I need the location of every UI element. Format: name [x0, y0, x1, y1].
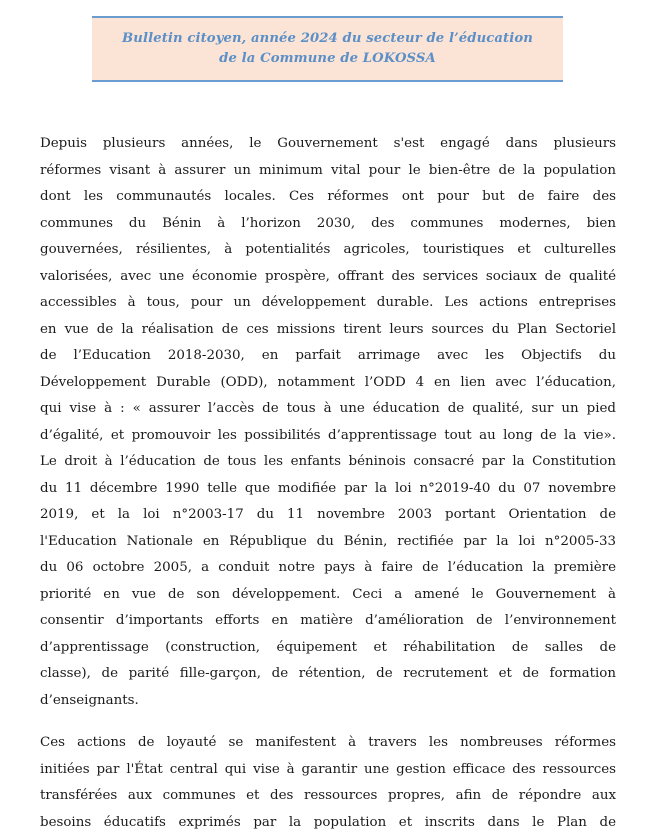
paragraph-line: d’enseignants. [40, 692, 139, 708]
paragraph-line: l'Education Nationale en République du Bénin, rectifiée par la loi n°2005-33 [40, 533, 616, 549]
paragraph-introduction [40, 131, 616, 714]
paragraph-line: initiées par l'État central qui vise à garantir une gestion efficace des ressources [40, 761, 616, 777]
paragraph-line: communes du Bénin à l’horizon 2030, des communes modernes, bien [40, 215, 616, 231]
bulletin-title-line-2: de la Commune de LOKOSSA [219, 51, 436, 66]
paragraph-line: Depuis plusieurs années, le Gouvernement s'est engagé dans plusieurs [40, 136, 616, 151]
paragraph-line: classe), de parité fille-garçon, de rétention, de recrutement et de formation [40, 666, 616, 681]
bulletin-title-box [92, 16, 563, 82]
paragraph-actions [40, 730, 616, 836]
paragraph-line: d’égalité, et promouvoir les possibilités d’apprentissage tout au long de la vie». [40, 427, 616, 443]
paragraph-line: priorité en vue de son développement. Ceci a amené le Gouvernement à [40, 586, 616, 602]
paragraph-line: en vue de la réalisation de ces missions tirent leurs sources du Plan Sectoriel [40, 321, 616, 337]
paragraph-line: gouvernées, résilientes, à potentialités agricoles, touristiques et culturelles [40, 242, 616, 257]
paragraph-line: besoins éducatifs exprimés par la population et inscrits dans le Plan de [40, 814, 616, 830]
paragraph-line: du 06 octobre 2005, a conduit notre pays à faire de l’éducation la première [40, 560, 616, 575]
paragraph-line: de l’Education 2018-2030, en parfait arrimage avec les Objectifs du [40, 348, 616, 363]
paragraph-line: valorisées, avec une économie prospère, offrant des services sociaux de qualité [40, 268, 616, 284]
paragraph-line: Le droit à l’éducation de tous les enfants béninois consacré par la Constitution [40, 454, 616, 469]
paragraph-line: réformes visant à assurer un minimum vital pour le bien-être de la population [40, 162, 616, 178]
paragraph-line: du 11 décembre 1990 telle que modifiée par la loi n°2019-40 du 07 novembre [40, 480, 616, 496]
paragraph-line: d’apprentissage (construction, équipement et réhabilitation de salles de [40, 639, 616, 655]
paragraph-line: 2019, et la loi n°2003-17 du 11 novembre 2003 portant Orientation de [40, 507, 616, 522]
paragraph-line: Ces actions de loyauté se manifestent à travers les nombreuses réformes [40, 735, 616, 750]
paragraph-line: qui vise à : « assurer l’accès de tous à une éducation de qualité, sur un pied [40, 401, 616, 416]
paragraph-line: accessibles à tous, pour un développement durable. Les actions entreprises [40, 295, 616, 310]
paragraph-line: transférées aux communes et des ressources propres, afin de répondre aux [40, 788, 616, 803]
paragraph-line: dont les communautés locales. Ces réformes ont pour but de faire des [40, 189, 616, 204]
paragraph-line: consentir d’importants efforts en matière d’amélioration de l’environnement [40, 613, 616, 628]
bulletin-title-line-1: Bulletin citoyen, année 2024 du secteur de l’éducation [122, 31, 533, 46]
paragraph-line: Développement Durable (ODD), notamment l’ODD 4 en lien avec l’éducation, [40, 374, 616, 390]
